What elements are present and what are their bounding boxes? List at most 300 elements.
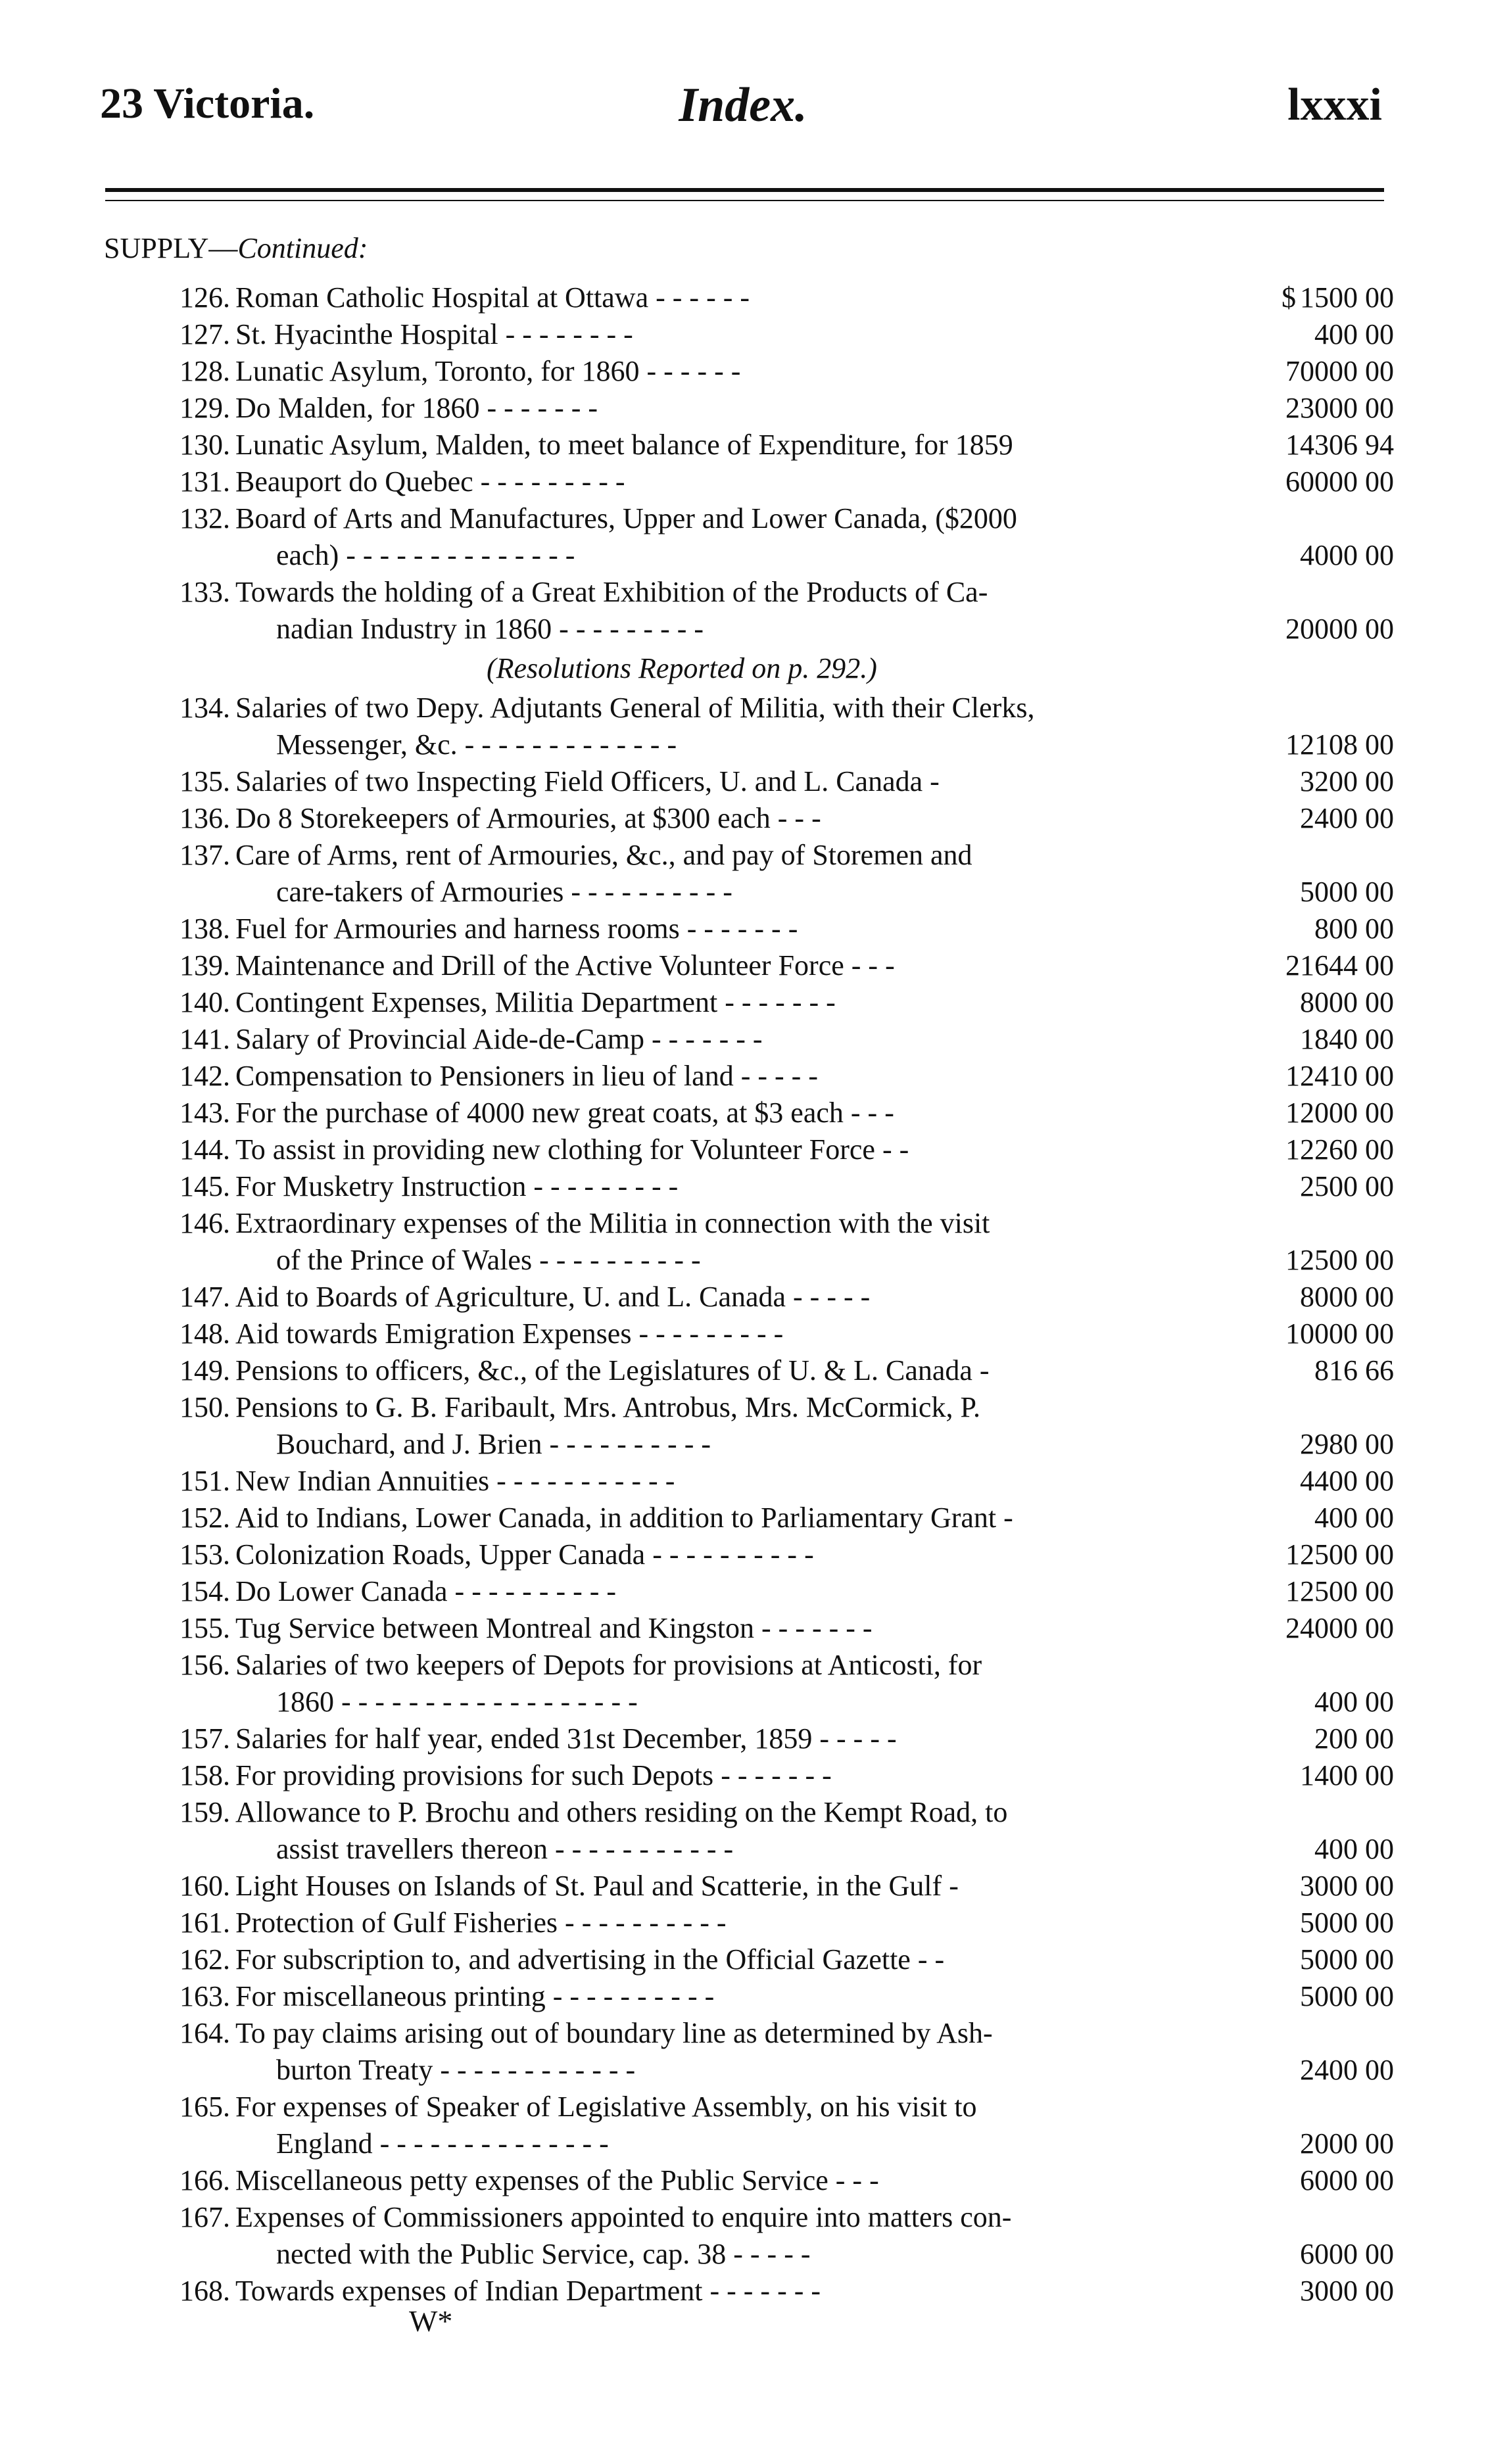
amount-value: 800 00 bbox=[1314, 912, 1394, 945]
entry-description bbox=[276, 537, 575, 574]
entry-description bbox=[235, 1279, 870, 1315]
entry-line bbox=[0, 2089, 1486, 2125]
amount-value: 60000 00 bbox=[1285, 465, 1394, 498]
entry-number: 141. bbox=[180, 1023, 230, 1055]
leader-dots: - - - - - - - - - - bbox=[454, 1575, 617, 1607]
amount-value: 1500 00 bbox=[1300, 281, 1394, 314]
leader-dots: - - - bbox=[851, 949, 895, 982]
entry-line bbox=[0, 2052, 1486, 2089]
entry-description bbox=[235, 1720, 897, 1757]
entry-number: 137. bbox=[180, 839, 230, 871]
entry-text: Do Malden, for 1860 bbox=[235, 392, 480, 424]
amount-value: 12108 00 bbox=[1285, 728, 1394, 761]
entry-line bbox=[0, 1831, 1486, 1868]
entry-amount bbox=[1223, 1757, 1394, 1794]
entry-description bbox=[235, 1352, 990, 1389]
entry-line bbox=[0, 874, 1486, 911]
leader-dots: - - - - - bbox=[793, 1281, 871, 1313]
entry-number: 151. bbox=[180, 1465, 230, 1497]
entry-description bbox=[276, 726, 677, 763]
leader-dots: - - - bbox=[777, 802, 821, 834]
entry-description bbox=[235, 763, 940, 800]
supply-entry bbox=[0, 500, 1486, 574]
entry-description bbox=[276, 1426, 711, 1463]
entry-description bbox=[235, 1573, 616, 1610]
entry-description bbox=[276, 611, 704, 648]
supply-entry bbox=[0, 1610, 1486, 1647]
entry-line bbox=[0, 984, 1486, 1021]
entry-text: Salaries for half year, ended 31st December, 1859 bbox=[235, 1722, 813, 1755]
entry-text: Light Houses on Islands of St. Paul and Scatterie, in the Gulf bbox=[235, 1870, 942, 1902]
entry-line bbox=[0, 837, 1486, 874]
supply-entry bbox=[0, 1647, 1486, 1720]
header-session: 23 Victoria. bbox=[100, 80, 315, 128]
amount-value: 2000 00 bbox=[1300, 2127, 1394, 2160]
leader-dots: - bbox=[949, 1870, 959, 1902]
entry-description bbox=[235, 947, 895, 984]
entry-text: Salaries of two Depy. Adjutants General of Militia, with their Clerks, bbox=[235, 692, 1035, 724]
leader-dots: - - - - - - - - - - - - - - bbox=[346, 539, 575, 571]
leader-dots: - - - - - bbox=[819, 1722, 897, 1755]
supply-entry bbox=[0, 1131, 1486, 1168]
entry-description bbox=[235, 390, 598, 427]
supply-entry bbox=[0, 837, 1486, 911]
amount-value: 10000 00 bbox=[1285, 1317, 1394, 1350]
entry-amount bbox=[1223, 611, 1394, 648]
entry-number: 128. bbox=[180, 355, 230, 387]
entry-description bbox=[235, 800, 821, 837]
entry-text: New Indian Annuities bbox=[235, 1465, 490, 1497]
leader-dots: - - bbox=[917, 1943, 945, 1976]
supply-entry bbox=[0, 2199, 1486, 2273]
entry-text: Board of Arts and Manufactures, Upper and Lower Canada, ($2000 bbox=[235, 502, 1017, 534]
entry-text: care-takers of Armouries bbox=[276, 876, 564, 908]
entry-text: For miscellaneous printing bbox=[235, 1980, 546, 2012]
supply-entry bbox=[0, 911, 1486, 947]
supply-entry bbox=[0, 1095, 1486, 1131]
entry-line bbox=[0, 1720, 1486, 1757]
entry-description bbox=[276, 2052, 635, 2089]
entry-number: 144. bbox=[180, 1133, 230, 1166]
entry-amount bbox=[1223, 1500, 1394, 1536]
entry-line bbox=[0, 1205, 1486, 1242]
amount-value: 6000 00 bbox=[1300, 2164, 1394, 2196]
entry-amount bbox=[1223, 463, 1394, 500]
entry-description bbox=[276, 2125, 609, 2162]
entry-number: 161. bbox=[180, 1907, 230, 1939]
entry-description bbox=[235, 1389, 980, 1426]
entry-description bbox=[235, 427, 1013, 463]
leader-dots: - - - - - - - - - - bbox=[565, 1907, 727, 1939]
supply-entry bbox=[0, 947, 1486, 984]
amount-value: 3200 00 bbox=[1300, 765, 1394, 797]
entry-description bbox=[235, 1131, 909, 1168]
amount-value: 21644 00 bbox=[1285, 949, 1394, 982]
entry-amount bbox=[1223, 537, 1394, 574]
entry-line bbox=[0, 1242, 1486, 1279]
amount-value: 12410 00 bbox=[1285, 1060, 1394, 1092]
entry-description bbox=[235, 1463, 675, 1500]
entry-amount bbox=[1223, 2052, 1394, 2089]
amount-value: 12500 00 bbox=[1285, 1244, 1394, 1276]
entry-number: 153. bbox=[180, 1538, 230, 1571]
amount-value: 6000 00 bbox=[1300, 2238, 1394, 2270]
amount-value: 3000 00 bbox=[1300, 2275, 1394, 2307]
supply-entry bbox=[0, 1757, 1486, 1794]
currency-symbol: $ bbox=[1282, 281, 1296, 314]
supply-entry bbox=[0, 1573, 1486, 1610]
leader-dots: - - - - - - - bbox=[651, 1023, 763, 1055]
entry-description bbox=[276, 874, 732, 911]
entry-text: 1860 bbox=[276, 1686, 334, 1718]
entry-line bbox=[0, 763, 1486, 800]
amount-value: 2500 00 bbox=[1300, 1170, 1394, 1202]
entry-amount bbox=[1223, 1058, 1394, 1095]
supply-entry bbox=[0, 1058, 1486, 1095]
entry-text: St. Hyacinthe Hospital bbox=[235, 318, 498, 350]
header-page-number: lxxxi bbox=[1287, 80, 1382, 130]
entry-line bbox=[0, 2162, 1486, 2199]
entry-text: assist travellers thereon bbox=[276, 1833, 548, 1865]
entry-amount bbox=[1223, 1168, 1394, 1205]
entry-number: 156. bbox=[180, 1649, 230, 1681]
entry-number: 157. bbox=[180, 1722, 230, 1755]
entry-line bbox=[0, 2125, 1486, 2162]
amount-value: 2400 00 bbox=[1300, 2054, 1394, 2086]
entry-number: 136. bbox=[180, 802, 230, 834]
amount-value: 20000 00 bbox=[1285, 613, 1394, 645]
leader-dots: - - - - - bbox=[740, 1060, 818, 1092]
entry-line bbox=[0, 1905, 1486, 1941]
entry-number: 150. bbox=[180, 1391, 230, 1423]
entry-line bbox=[0, 726, 1486, 763]
amount-value: 12500 00 bbox=[1285, 1538, 1394, 1571]
amount-value: 1400 00 bbox=[1300, 1759, 1394, 1791]
entry-number: 126. bbox=[180, 281, 230, 314]
entry-line bbox=[0, 1131, 1486, 1168]
supply-entry bbox=[0, 984, 1486, 1021]
resolution-text: (Resolutions Reported on p. 292.) bbox=[487, 652, 877, 684]
entry-text: Aid to Indians, Lower Canada, in addition to Parliamentary Grant bbox=[235, 1502, 997, 1534]
amount-value: 400 00 bbox=[1314, 318, 1394, 350]
entry-description bbox=[235, 279, 750, 316]
entry-description bbox=[235, 353, 740, 390]
entry-line bbox=[0, 463, 1486, 500]
entry-amount bbox=[1223, 1720, 1394, 1757]
entry-line bbox=[0, 1058, 1486, 1095]
header-title: Index. bbox=[679, 78, 807, 132]
entry-amount bbox=[1223, 427, 1394, 463]
amount-value: 4400 00 bbox=[1300, 1465, 1394, 1497]
entry-text: Aid to Boards of Agriculture, U. and L. Canada bbox=[235, 1281, 786, 1313]
entry-text: nected with the Public Service, cap. 38 bbox=[276, 2238, 727, 2270]
entry-amount bbox=[1223, 1426, 1394, 1463]
entry-amount bbox=[1223, 2162, 1394, 2199]
supply-entry bbox=[0, 1978, 1486, 2015]
entry-text: Roman Catholic Hospital at Ottawa bbox=[235, 281, 649, 314]
leader-dots: - - - - - - - - - - bbox=[571, 876, 732, 908]
leader-dots: - - - - - - bbox=[646, 355, 741, 387]
entry-description bbox=[235, 1058, 818, 1095]
entry-number: 130. bbox=[180, 429, 230, 461]
supply-entry bbox=[0, 1720, 1486, 1757]
supply-entry bbox=[0, 353, 1486, 390]
supply-entry bbox=[0, 463, 1486, 500]
entry-description bbox=[235, 2273, 821, 2310]
entry-text: To pay claims arising out of boundary line as determined by Ash- bbox=[235, 2017, 993, 2049]
entry-line bbox=[0, 1573, 1486, 1610]
entry-description bbox=[235, 911, 798, 947]
entry-text: Tug Service between Montreal and Kingston bbox=[235, 1612, 755, 1644]
section-continued: Continued: bbox=[237, 232, 368, 264]
leader-dots: - - - - - - - bbox=[709, 2275, 821, 2307]
header-rule-thin bbox=[105, 200, 1384, 201]
amount-value: 3000 00 bbox=[1300, 1870, 1394, 1902]
leader-dots: - - - - - - - - - - - bbox=[496, 1465, 675, 1497]
entry-amount bbox=[1223, 1463, 1394, 1500]
amount-value: 5000 00 bbox=[1300, 1907, 1394, 1939]
entry-number: 164. bbox=[180, 2017, 230, 2049]
entry-amount bbox=[1223, 2125, 1394, 2162]
entry-amount bbox=[1223, 1279, 1394, 1315]
entry-description bbox=[235, 463, 625, 500]
supply-entry bbox=[0, 2015, 1486, 2089]
entry-text: Fuel for Armouries and harness rooms bbox=[235, 912, 680, 945]
entry-line bbox=[0, 1978, 1486, 2015]
entry-description bbox=[235, 984, 836, 1021]
leader-dots: - - - - - - - bbox=[686, 912, 798, 945]
entry-description bbox=[235, 1978, 714, 2015]
entry-number: 159. bbox=[180, 1796, 230, 1828]
entry-number: 163. bbox=[180, 1980, 230, 2012]
entry-text: Contingent Expenses, Militia Department bbox=[235, 986, 718, 1018]
entry-number: 152. bbox=[180, 1502, 230, 1534]
amount-value: 816 66 bbox=[1314, 1354, 1394, 1386]
supply-entry bbox=[0, 1941, 1486, 1978]
entry-amount bbox=[1223, 1352, 1394, 1389]
entry-amount bbox=[1223, 1941, 1394, 1978]
entry-text: Expenses of Commissioners appointed to enquire into matters con- bbox=[235, 2201, 1012, 2233]
entry-text: For Musketry Instruction bbox=[235, 1170, 527, 1202]
entry-amount bbox=[1223, 763, 1394, 800]
entry-line bbox=[0, 1315, 1486, 1352]
entry-number: 140. bbox=[180, 986, 230, 1018]
supply-entry bbox=[0, 1168, 1486, 1205]
leader-dots: - bbox=[1003, 1502, 1013, 1534]
amount-value: 24000 00 bbox=[1285, 1612, 1394, 1644]
entry-amount bbox=[1223, 911, 1394, 947]
entry-description bbox=[276, 2236, 811, 2273]
entry-line bbox=[0, 2273, 1486, 2310]
entry-number: 154. bbox=[180, 1575, 230, 1607]
entry-description bbox=[235, 574, 988, 611]
entry-line bbox=[0, 1868, 1486, 1905]
entry-text: Messenger, &c. bbox=[276, 728, 458, 761]
leader-dots: - - - - - bbox=[733, 2238, 811, 2270]
entry-line bbox=[0, 500, 1486, 537]
entry-amount bbox=[1223, 1831, 1394, 1868]
entry-description bbox=[235, 1905, 727, 1941]
entry-line bbox=[0, 316, 1486, 353]
entry-description bbox=[235, 2162, 879, 2199]
entry-description bbox=[235, 1500, 1013, 1536]
leader-dots: - - - - - - - - - bbox=[480, 465, 625, 498]
entry-line bbox=[0, 2015, 1486, 2052]
entry-number: 133. bbox=[180, 576, 230, 608]
entry-text: For expenses of Speaker of Legislative Assembly, on his visit to bbox=[235, 2091, 977, 2123]
amount-value: 12500 00 bbox=[1285, 1575, 1394, 1607]
entry-line bbox=[0, 1500, 1486, 1536]
supply-entry bbox=[0, 2162, 1486, 2199]
entry-line bbox=[0, 1279, 1486, 1315]
supply-entry bbox=[0, 2273, 1486, 2310]
entry-text: each) bbox=[276, 539, 339, 571]
entry-description bbox=[276, 1242, 701, 1279]
entry-amount bbox=[1223, 353, 1394, 390]
entry-description bbox=[276, 1684, 638, 1720]
entry-text: of the Prince of Wales bbox=[276, 1244, 533, 1276]
amount-value: 8000 00 bbox=[1300, 986, 1394, 1018]
amount-value: 12000 00 bbox=[1285, 1097, 1394, 1129]
entry-line bbox=[0, 947, 1486, 984]
resolution-note bbox=[0, 648, 1486, 690]
entry-text: Protection of Gulf Fisheries bbox=[235, 1907, 558, 1939]
leader-dots: - bbox=[930, 765, 940, 797]
entry-line bbox=[0, 2236, 1486, 2273]
entry-line bbox=[0, 1463, 1486, 1500]
entry-number: 134. bbox=[180, 692, 230, 724]
entry-amount bbox=[1223, 874, 1394, 911]
entry-text: Maintenance and Drill of the Active Volunteer Force bbox=[235, 949, 844, 982]
entry-amount bbox=[1223, 726, 1394, 763]
entry-amount bbox=[1223, 279, 1394, 316]
entry-number: 143. bbox=[180, 1097, 230, 1129]
entry-description bbox=[235, 1205, 990, 1242]
entry-number: 129. bbox=[180, 392, 230, 424]
entry-text: Salaries of two Inspecting Field Officers, U. and L. Canada bbox=[235, 765, 923, 797]
entry-amount bbox=[1223, 1868, 1394, 1905]
entry-amount bbox=[1223, 984, 1394, 1021]
entry-text: England bbox=[276, 2127, 373, 2160]
entry-description bbox=[235, 2015, 993, 2052]
entry-amount bbox=[1223, 1610, 1394, 1647]
leader-dots: - - - - - - - - - - bbox=[549, 1428, 711, 1460]
entry-amount bbox=[1223, 390, 1394, 427]
entry-number: 139. bbox=[180, 949, 230, 982]
entry-text: Care of Arms, rent of Armouries, &c., and pay of Storemen and bbox=[235, 839, 972, 871]
entry-number: 155. bbox=[180, 1612, 230, 1644]
entry-text: Pensions to G. B. Faribault, Mrs. Antrobus, Mrs. McCormick, P. bbox=[235, 1391, 981, 1423]
leader-dots: - - - - - - - bbox=[761, 1612, 873, 1644]
entry-number: 162. bbox=[180, 1943, 230, 1976]
entry-line bbox=[0, 911, 1486, 947]
entry-number: 146. bbox=[180, 1207, 230, 1239]
amount-value: 400 00 bbox=[1314, 1502, 1394, 1534]
entry-number: 138. bbox=[180, 912, 230, 945]
entry-text: For subscription to, and advertising in the Official Gazette bbox=[235, 1943, 911, 1976]
entry-description bbox=[235, 1536, 814, 1573]
entry-description bbox=[235, 316, 633, 353]
entry-amount bbox=[1223, 1095, 1394, 1131]
entry-text: Miscellaneous petty expenses of the Public Service bbox=[235, 2164, 828, 2196]
leader-dots: - - - - - - - - - bbox=[533, 1170, 679, 1202]
entry-number: 148. bbox=[180, 1317, 230, 1350]
entry-text: For the purchase of 4000 new great coats, at $3 each bbox=[235, 1097, 844, 1129]
entry-line bbox=[0, 1647, 1486, 1684]
supply-entry bbox=[0, 763, 1486, 800]
amount-value: 1840 00 bbox=[1300, 1023, 1394, 1055]
entry-amount bbox=[1223, 1131, 1394, 1168]
amount-value: 14306 94 bbox=[1285, 429, 1394, 461]
entry-number: 145. bbox=[180, 1170, 230, 1202]
supply-entry bbox=[0, 2089, 1486, 2162]
header-rule-thick bbox=[105, 188, 1384, 192]
entry-text: Colonization Roads, Upper Canada bbox=[235, 1538, 646, 1571]
leader-dots: - - - - - - - - - - - - - - - - - - bbox=[341, 1686, 638, 1718]
entry-text: Salary of Provincial Aide-de-Camp bbox=[235, 1023, 644, 1055]
entry-line bbox=[0, 1021, 1486, 1058]
entry-description bbox=[235, 1647, 982, 1684]
leader-dots: - - - - - - - - - - bbox=[539, 1244, 701, 1276]
entry-description bbox=[235, 1021, 763, 1058]
entry-text: Towards the holding of a Great Exhibition of the Products of Ca- bbox=[235, 576, 988, 608]
entry-line bbox=[0, 427, 1486, 463]
section-heading bbox=[104, 231, 368, 265]
entry-number: 158. bbox=[180, 1759, 230, 1791]
page-header bbox=[92, 72, 1394, 145]
entry-description bbox=[235, 1794, 1007, 1831]
supply-entry bbox=[0, 1389, 1486, 1463]
leader-dots: - - - - - - - - - - - - bbox=[440, 2054, 636, 2086]
entry-line bbox=[0, 353, 1486, 390]
entry-description bbox=[235, 690, 1034, 726]
amount-value: 4000 00 bbox=[1300, 539, 1394, 571]
entry-description bbox=[235, 1868, 959, 1905]
amount-value: 70000 00 bbox=[1285, 355, 1394, 387]
entry-description bbox=[235, 1941, 944, 1978]
leader-dots: - - bbox=[882, 1133, 909, 1166]
entry-number: 132. bbox=[180, 502, 230, 534]
entry-description bbox=[235, 1315, 783, 1352]
supply-entry bbox=[0, 1794, 1486, 1868]
entry-line bbox=[0, 390, 1486, 427]
amount-value: 2980 00 bbox=[1300, 1428, 1394, 1460]
entry-description bbox=[235, 1095, 894, 1131]
amount-value: 5000 00 bbox=[1300, 876, 1394, 908]
entry-amount bbox=[1223, 1536, 1394, 1573]
entry-text: Towards expenses of Indian Department bbox=[235, 2275, 703, 2307]
entry-description bbox=[235, 1757, 832, 1794]
entry-line bbox=[0, 800, 1486, 837]
supply-entry bbox=[0, 1905, 1486, 1941]
entry-line bbox=[0, 574, 1486, 611]
entry-amount bbox=[1223, 947, 1394, 984]
entry-line bbox=[0, 1389, 1486, 1426]
entry-number: 147. bbox=[180, 1281, 230, 1313]
signature-mark: W* bbox=[409, 2304, 453, 2338]
amount-value: 5000 00 bbox=[1300, 1980, 1394, 2012]
entry-text: Compensation to Pensioners in lieu of land bbox=[235, 1060, 734, 1092]
entry-amount bbox=[1223, 1905, 1394, 1941]
entry-line bbox=[0, 1536, 1486, 1573]
supply-entry bbox=[0, 690, 1486, 763]
leader-dots: - - - - - - - bbox=[487, 392, 598, 424]
supply-entry bbox=[0, 1315, 1486, 1352]
entry-description bbox=[276, 1831, 733, 1868]
entry-line bbox=[0, 1794, 1486, 1831]
entry-amount bbox=[1223, 2273, 1394, 2310]
entry-number: 160. bbox=[180, 1870, 230, 1902]
